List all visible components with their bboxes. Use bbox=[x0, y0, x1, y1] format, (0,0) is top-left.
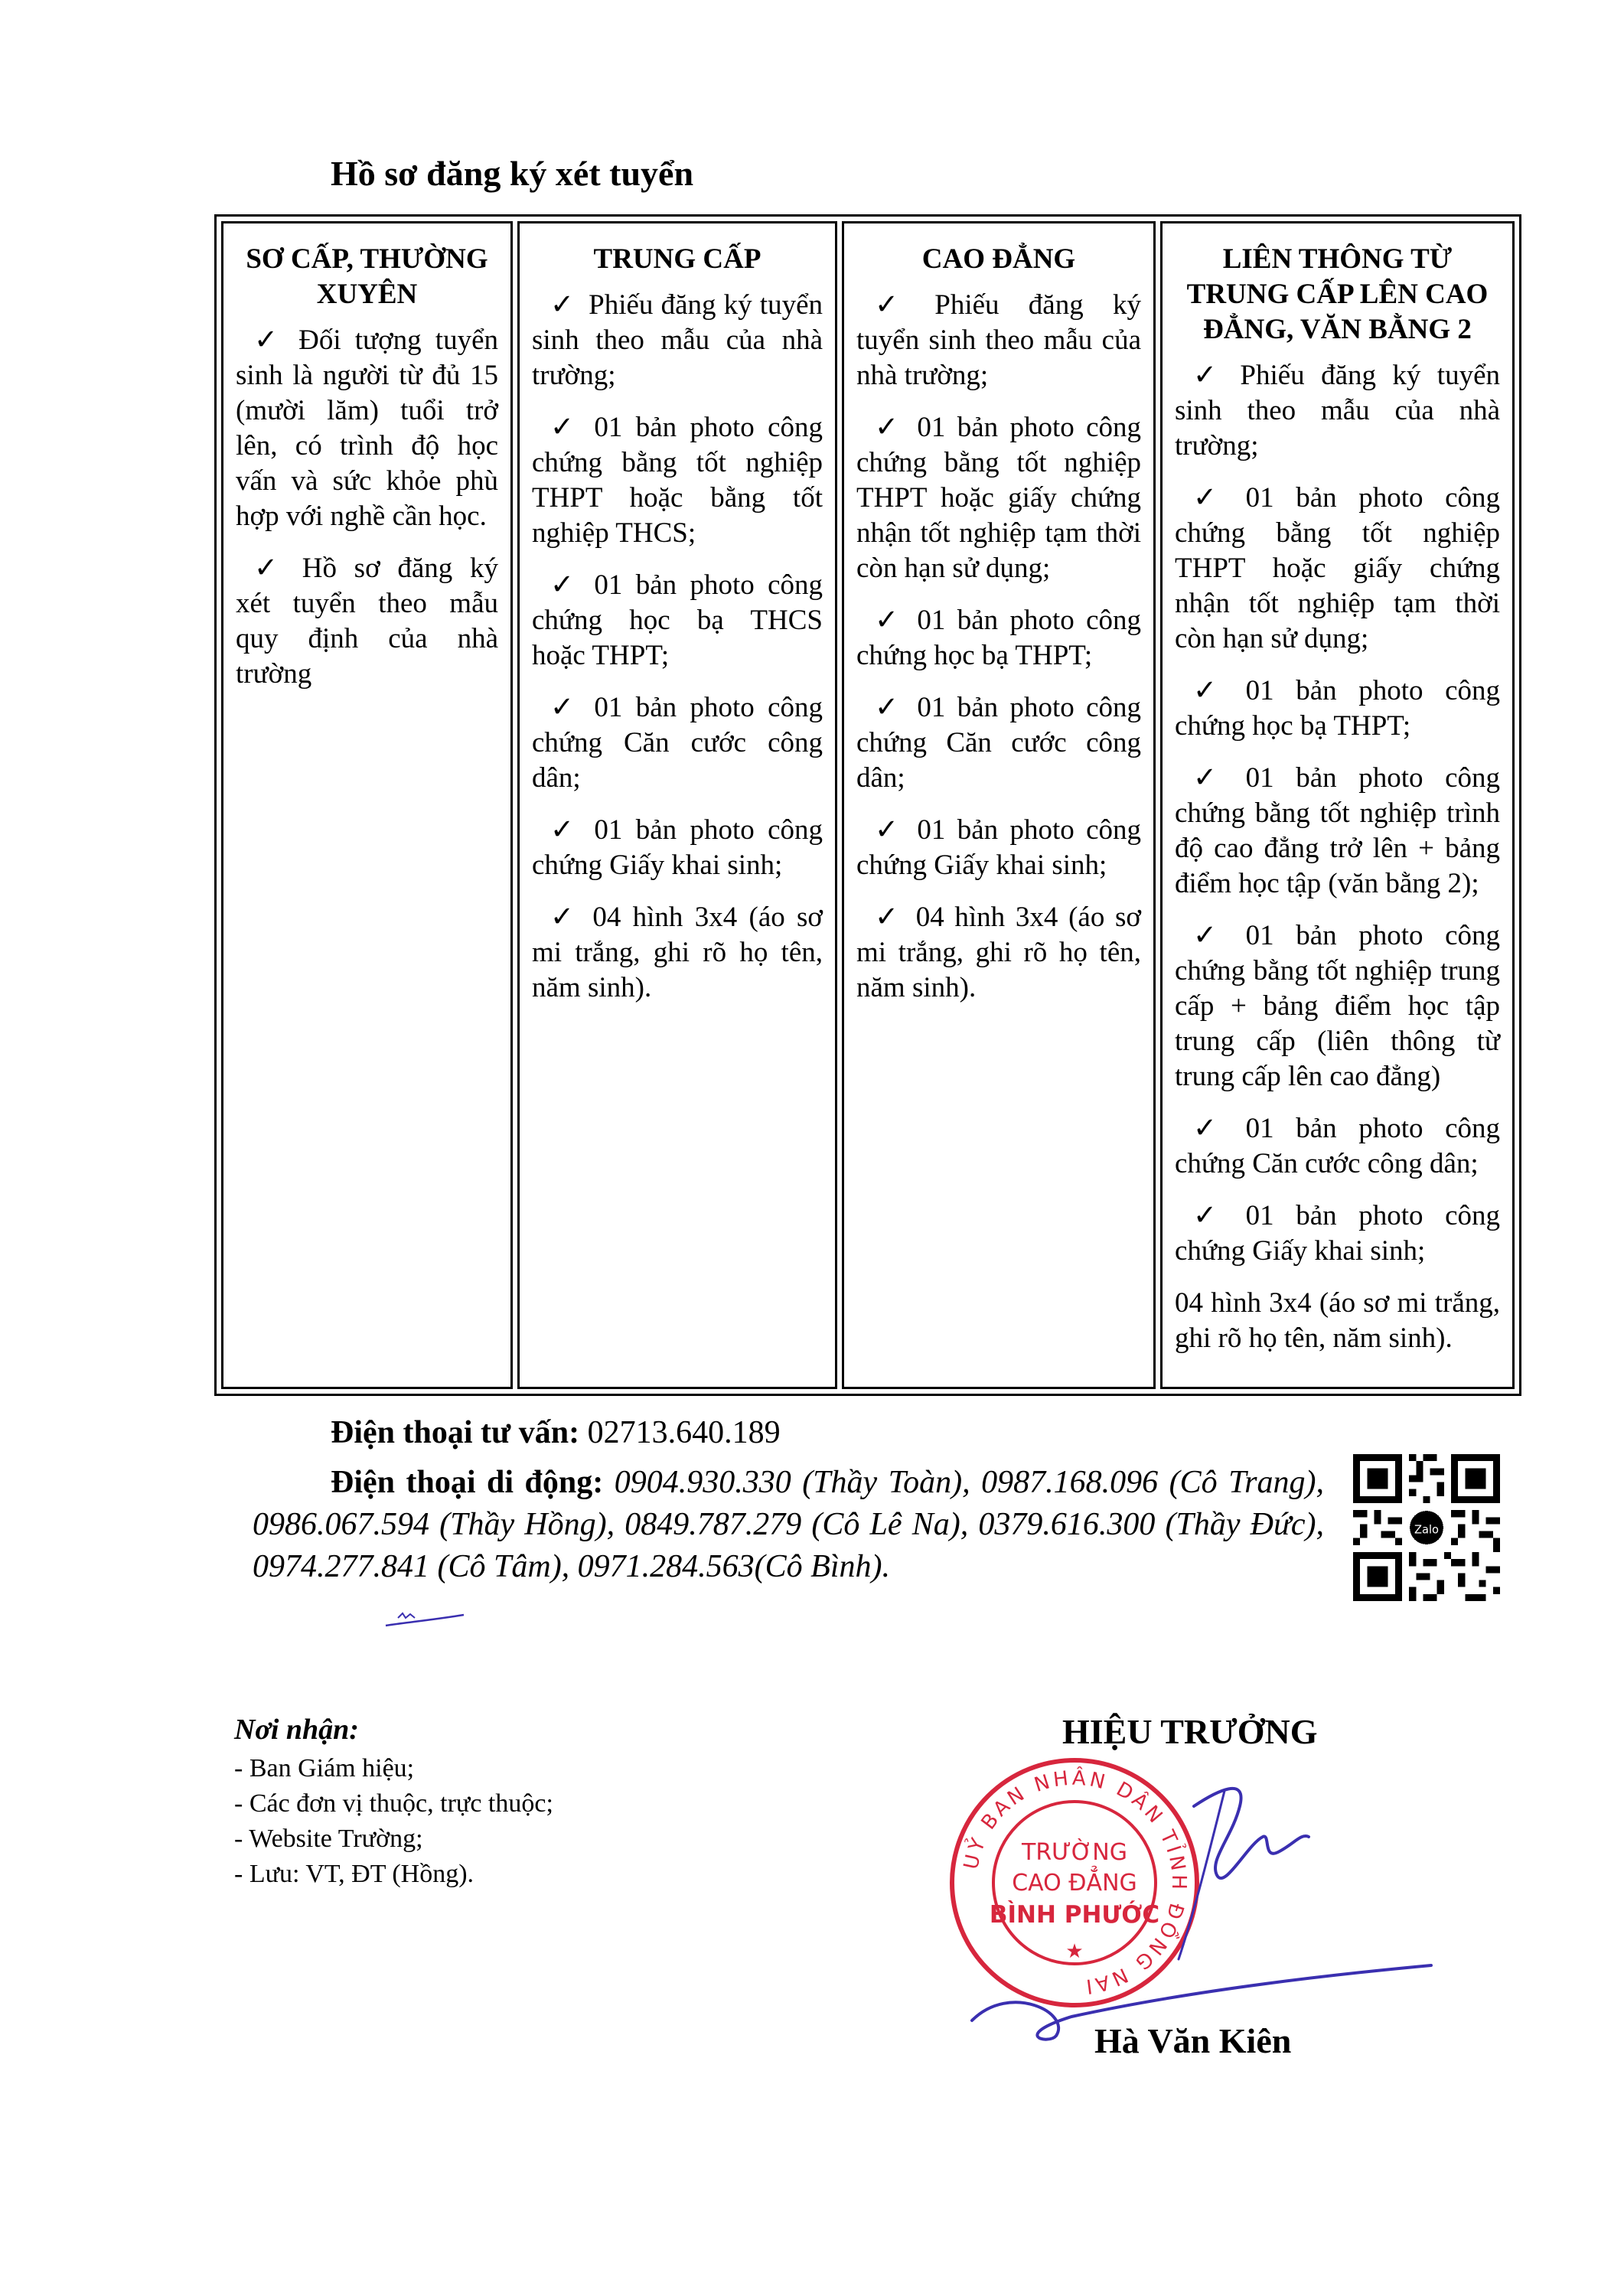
signer-title: HIỆU TRƯỞNG bbox=[1062, 1712, 1318, 1751]
svg-text:BÌNH PHƯỚC: BÌNH PHƯỚC bbox=[989, 1901, 1160, 1929]
list-item: ✓ 04 hình 3x4 (áo sơ mi trắng, ghi rõ họ tên, năm sinh). bbox=[856, 902, 1141, 1003]
check-icon: ✓ bbox=[1193, 920, 1218, 951]
signature-icon bbox=[964, 1760, 1454, 2051]
check-icon: ✓ bbox=[550, 902, 575, 933]
list-item: - Lưu: VT, ĐT (Hồng). bbox=[234, 1860, 474, 1888]
consult-phone-label: Điện thoại tư vấn: bbox=[331, 1415, 580, 1450]
list-item: - Các đơn vị thuộc, trực thuộc; bbox=[234, 1789, 553, 1818]
check-icon: ✓ bbox=[1193, 482, 1218, 514]
qr-code-icon bbox=[1353, 1454, 1500, 1601]
list-item: ✓ 01 bản photo công chứng Căn cước công dân; bbox=[532, 692, 823, 794]
svg-text:Zalo: Zalo bbox=[1414, 1523, 1439, 1537]
list-item: - Ban Giám hiệu; bbox=[234, 1754, 415, 1782]
list-item: ✓ 01 bản photo công chứng Giấy khai sinh; bbox=[532, 814, 823, 881]
column-trung-cap bbox=[517, 221, 837, 1389]
svg-text:TRƯỜNG: TRƯỜNG bbox=[1022, 1839, 1127, 1866]
check-icon: ✓ bbox=[1193, 762, 1218, 794]
requirements-table bbox=[214, 214, 1521, 1396]
check-icon: ✓ bbox=[550, 289, 575, 321]
mobile-phones-label: Điện thoại di động: bbox=[331, 1465, 604, 1500]
list-item: ✓ 01 bản photo công chứng học bạ THPT; bbox=[856, 605, 1141, 671]
recipients-list bbox=[234, 1751, 553, 1892]
check-icon: ✓ bbox=[550, 412, 575, 443]
list-item: ✓ Phiếu đăng ký tuyển sinh theo mẫu của nhà trường; bbox=[532, 289, 823, 391]
svg-text:CAO ĐẲNG: CAO ĐẲNG bbox=[1012, 1870, 1137, 1896]
consult-phone-value: 02713.640.189 bbox=[579, 1415, 781, 1450]
column-title: CAO ĐẲNG bbox=[921, 243, 1076, 275]
column-title: SƠ CẤP, THƯỜNG XUYÊN bbox=[246, 243, 488, 310]
svg-text:UỶ BAN NHÂN DÂN TỈNH ĐỒNG NAI: UỶ BAN NHÂN DÂN TỈNH ĐỒNG NAI bbox=[960, 1766, 1191, 1998]
list-item: ✓ Phiếu đăng ký tuyển sinh theo mẫu của nhà trường; bbox=[856, 289, 1141, 391]
check-icon: ✓ bbox=[875, 902, 899, 933]
list-item: 04 hình 3x4 (áo sơ mi trắng, ghi rõ họ tên, năm sinh). bbox=[1175, 1287, 1500, 1354]
list-item: ✓ 01 bản photo công chứng Giấy khai sinh; bbox=[1175, 1200, 1500, 1267]
check-icon: ✓ bbox=[875, 412, 899, 443]
column-cao-dang bbox=[842, 221, 1156, 1389]
check-icon: ✓ bbox=[1193, 1200, 1218, 1231]
list-item: ✓ Phiếu đăng ký tuyển sinh theo mẫu của nhà trường; bbox=[1175, 360, 1501, 461]
list-item: ✓ 01 bản photo công chứng Căn cước công dân; bbox=[856, 692, 1141, 794]
column-title: TRUNG CẤP bbox=[593, 243, 761, 275]
check-icon: ✓ bbox=[550, 814, 575, 846]
check-icon: ✓ bbox=[875, 814, 899, 846]
mobile-phones-value: 0904.930.330 (Thầy Toàn), 0987.168.096 (Cô Trang), 0986.067.594 (Thầy Hồng), 0849.787.279 (Cô Lê Na), 0379.616.300 (Thầy Đức), 0974.277.841 (Cô Tâm), 0971.284.563(Cô Bình). bbox=[253, 1465, 1324, 1584]
check-icon: ✓ bbox=[550, 692, 575, 723]
recipients-title: Nơi nhận: bbox=[234, 1714, 359, 1746]
list-item: ✓ 01 bản photo công chứng Giấy khai sinh; bbox=[856, 814, 1141, 881]
list-item: ✓ 01 bản photo công chứng học bạ THPT; bbox=[1175, 675, 1500, 742]
list-item: ✓ Đối tượng tuyển sinh là người từ đủ 15 (mười lăm) tuổi trở lên, có trình độ học vấn và sức khỏe phù hợp với nghề cần học. bbox=[236, 325, 499, 532]
check-icon: ✓ bbox=[875, 605, 899, 636]
column-lien-thong bbox=[1160, 221, 1515, 1389]
list-item: ✓ 01 bản photo công chứng bằng tốt nghiệp THPT hoặc giấy chứng nhận tốt nghiệp tạm thời còn hạn sử dụng; bbox=[856, 412, 1141, 584]
list-item: ✓ 01 bản photo công chứng bằng tốt nghiệp THPT hoặc bằng tốt nghiệp THCS; bbox=[532, 412, 823, 549]
list-item: - Website Trường; bbox=[234, 1825, 423, 1853]
check-icon: ✓ bbox=[1193, 1113, 1218, 1144]
list-item: ✓ 01 bản photo công chứng bằng tốt nghiệp trung cấp + bảng điểm học tập trung cấp (liên thông từ trung cấp lên cao đẳng) bbox=[1175, 920, 1500, 1092]
check-icon: ✓ bbox=[254, 325, 279, 356]
list-item: ✓ 01 bản photo công chứng bằng tốt nghiệp trình độ cao đẳng trở lên + bảng điểm học tập (văn bằng 2); bbox=[1175, 762, 1500, 899]
svg-text:★: ★ bbox=[1065, 1940, 1084, 1963]
check-icon: ✓ bbox=[1193, 675, 1218, 706]
list-item: ✓ Hồ sơ đăng ký xét tuyển theo mẫu quy định của nhà trường bbox=[236, 553, 499, 690]
check-icon: ✓ bbox=[875, 289, 899, 321]
check-icon: ✓ bbox=[1193, 360, 1218, 391]
list-item: ✓ 01 bản photo công chứng học bạ THCS hoặc THPT; bbox=[532, 569, 823, 671]
check-icon: ✓ bbox=[254, 553, 279, 584]
consult-phone bbox=[331, 1414, 781, 1451]
signer-name: Hà Văn Kiên bbox=[1094, 2021, 1292, 2060]
list-item: ✓ 01 bản photo công chứng bằng tốt nghiệp THPT hoặc giấy chứng nhận tốt nghiệp tạm thời còn hạn sử dụng; bbox=[1175, 482, 1500, 654]
initial-mark-icon bbox=[383, 1607, 467, 1630]
list-item: ✓ 04 hình 3x4 (áo sơ mi trắng, ghi rõ họ tên, năm sinh). bbox=[532, 902, 823, 1003]
mobile-phones bbox=[253, 1462, 1324, 1588]
column-so-cap bbox=[221, 221, 513, 1389]
column-title: LIÊN THÔNG TỪ TRUNG CẤP LÊN CAO ĐẲNG, VĂN BẰNG 2 bbox=[1186, 243, 1489, 345]
check-icon: ✓ bbox=[875, 692, 899, 723]
check-icon: ✓ bbox=[550, 569, 575, 601]
list-item: ✓ 01 bản photo công chứng Căn cước công dân; bbox=[1175, 1113, 1500, 1179]
page-heading: Hồ sơ đăng ký xét tuyển bbox=[331, 154, 694, 193]
